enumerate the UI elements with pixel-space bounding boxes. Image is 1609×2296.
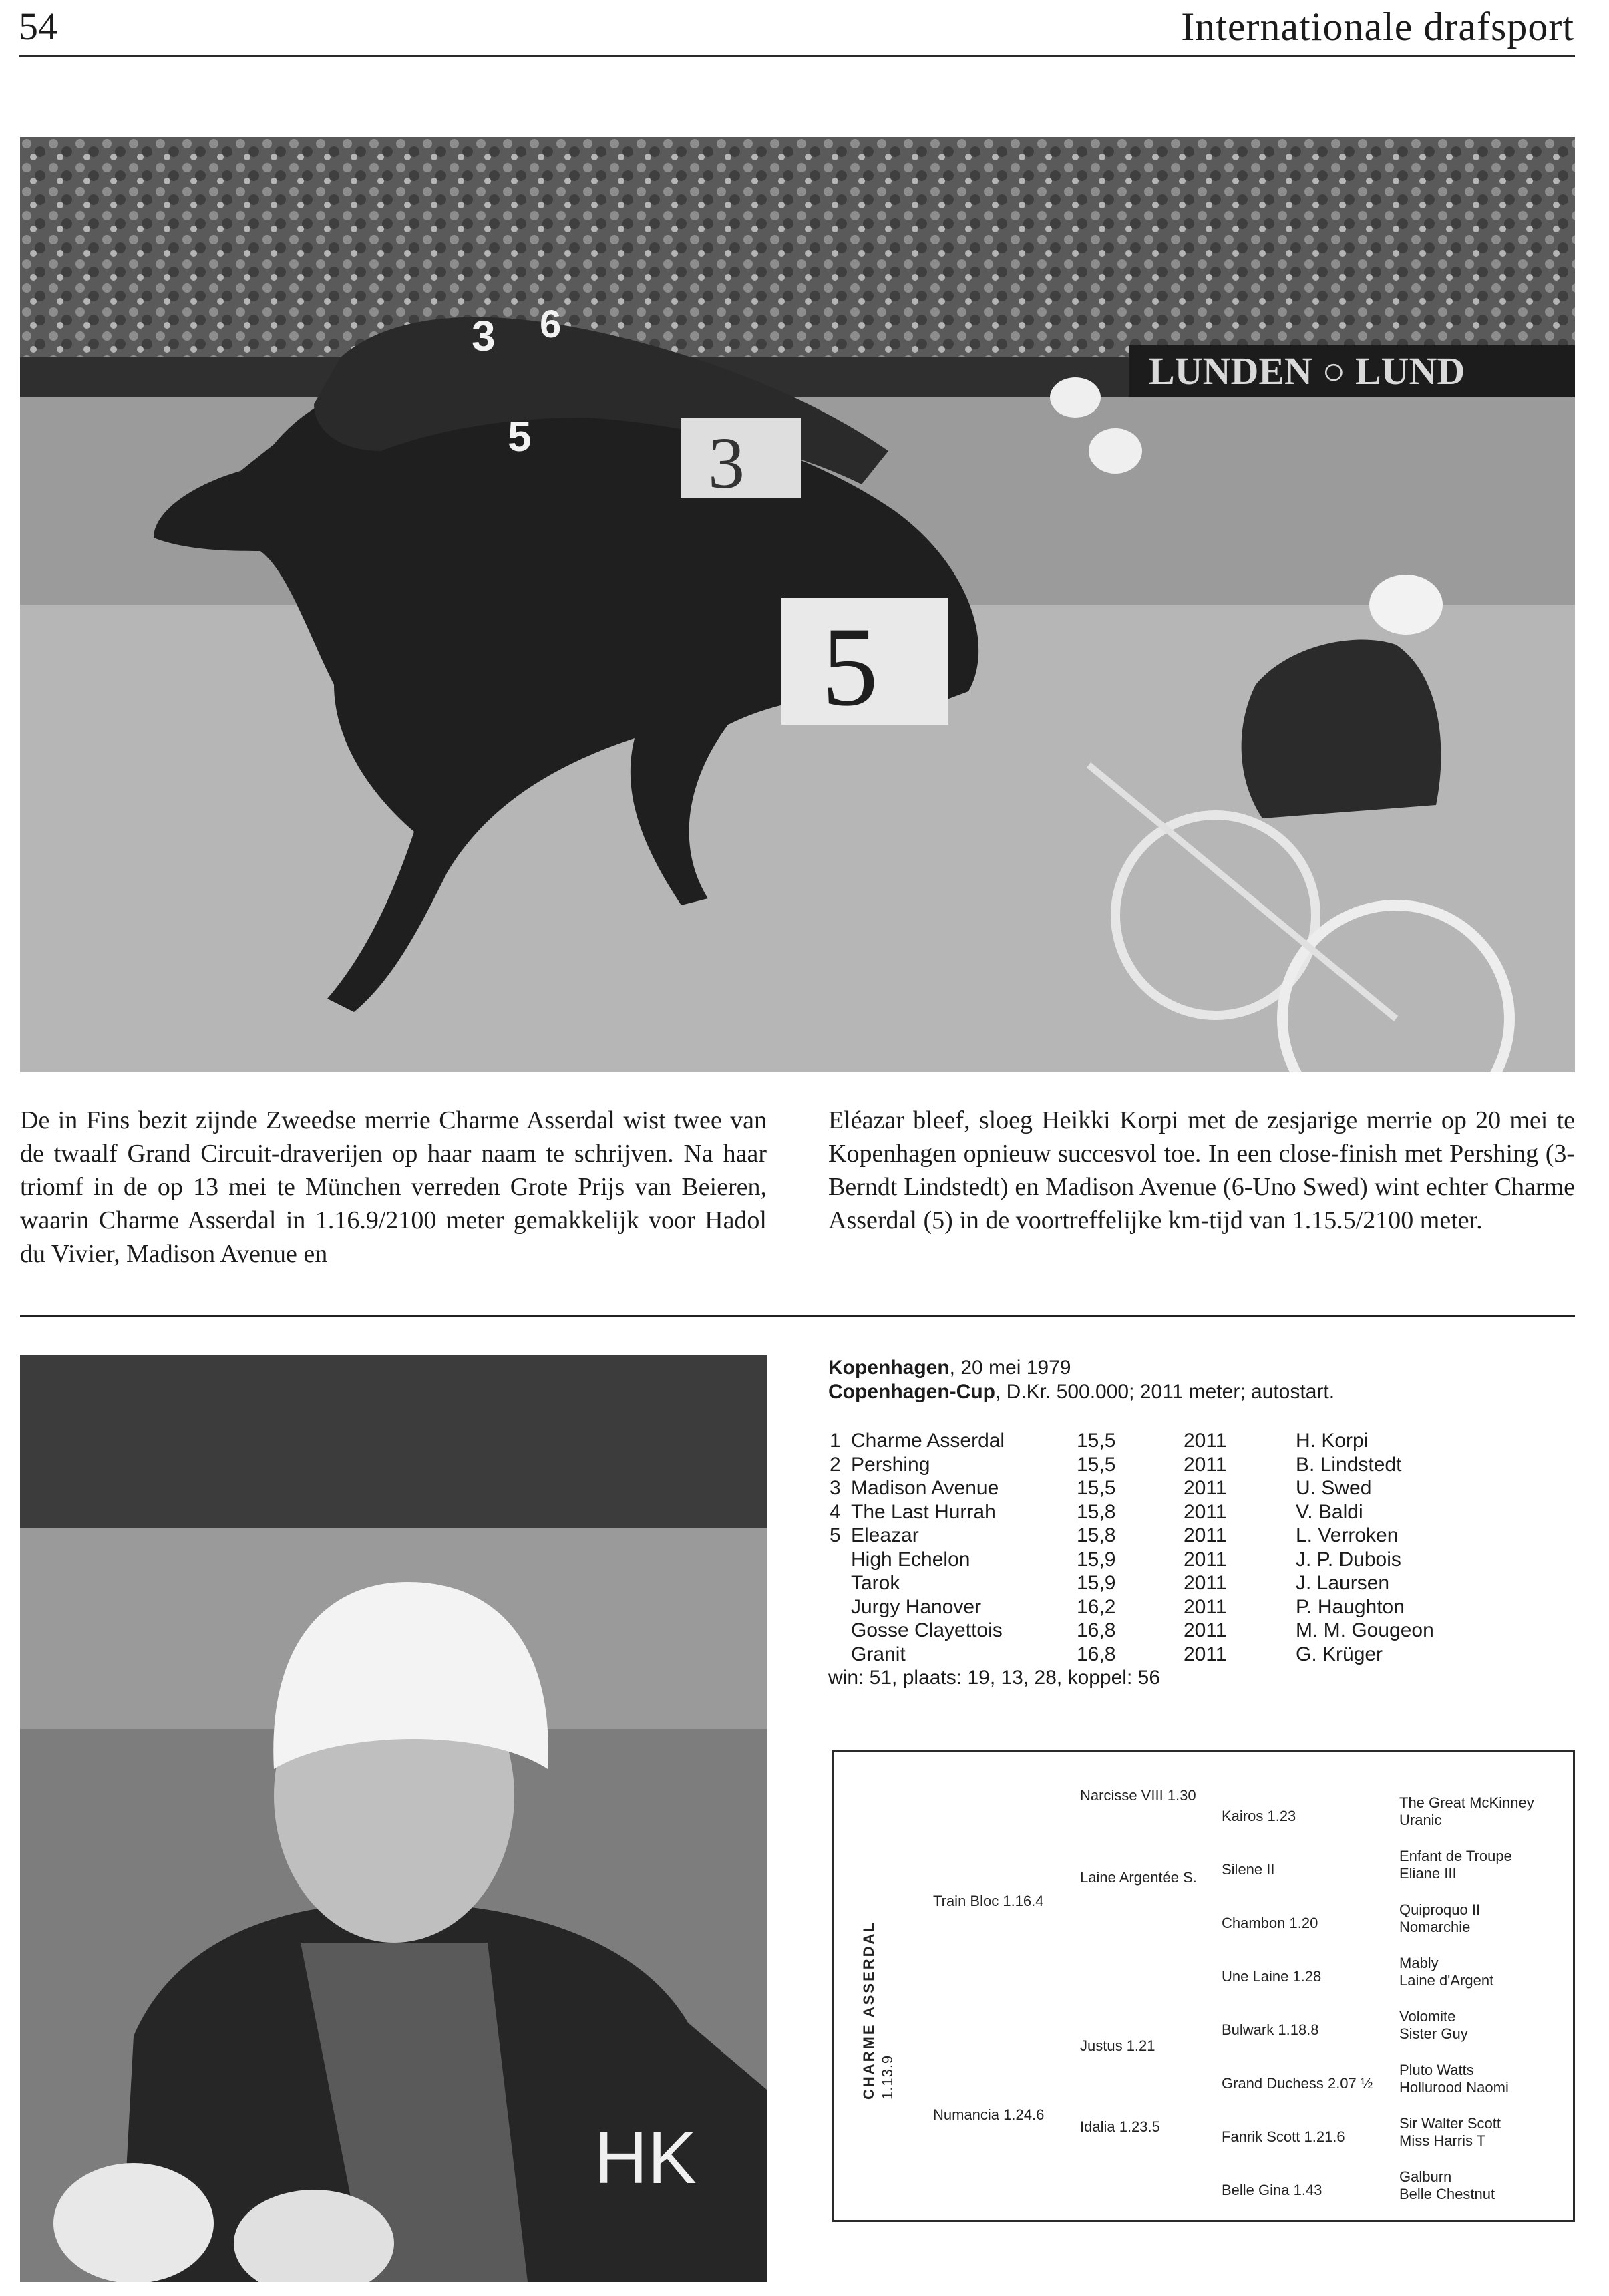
result-position: 4 <box>830 1500 841 1523</box>
pedigree-great-grandparent: Belle Gina 1.43 <box>1222 2182 1322 2198</box>
result-row <box>828 1595 1570 1619</box>
results-heading-line2 <box>828 1380 1570 1404</box>
pedigree-great-grandparent: Grand Duchess 2.07 ½ <box>1222 2075 1373 2092</box>
result-driver: P. Haughton <box>1296 1595 1405 1618</box>
pedigree-great-grandparent: Fanrik Scott 1.21.6 <box>1222 2128 1345 2145</box>
saddle-cloth-number: 3 <box>708 422 745 504</box>
result-driver: H. Korpi <box>1296 1430 1369 1452</box>
pedigree-great-great-grandparents <box>1399 1955 1493 1989</box>
result-time: 15,5 <box>1077 1477 1116 1499</box>
pedigree-great-great-grandparents <box>1399 1794 1534 1829</box>
result-row <box>828 1500 1570 1524</box>
pedigree-grandparent: Idalia 1.23.5 <box>1080 2118 1160 2135</box>
result-distance: 2011 <box>1184 1643 1227 1665</box>
pedigree-subject-name: CHARME ASSERDAL <box>860 1921 877 2100</box>
result-distance: 2011 <box>1184 1595 1227 1618</box>
portrait-illustration <box>20 1355 767 2282</box>
caption-column-left: De in Fins bezit zijnde Zweedse merrie Charme Asserdal wist twee van de twaalf Grand Circuit-draverijen op haar naam te schrijven. Na haar triomf in de op 13 mei te München verreden Grote Prijs van Beieren, waarin Charme Asserdal in 1.16.9/2100 meter gemakkelijk voor Hadol du Vivier, Madison Avenue en <box>20 1106 767 1268</box>
result-distance: 2011 <box>1184 1430 1227 1452</box>
result-distance: 2011 <box>1184 1477 1227 1499</box>
result-distance: 2011 <box>1184 1572 1227 1594</box>
saddle-cloth-number: 5 <box>822 604 878 729</box>
results-heading-line1 <box>828 1356 1570 1380</box>
driver-portrait-photo <box>20 1355 767 2282</box>
bridle-number: 6 <box>540 303 562 346</box>
results-table <box>828 1429 1570 1666</box>
bridle-number: 3 <box>472 312 496 360</box>
results-venue: Kopenhagen <box>828 1357 950 1379</box>
result-driver: B. Lindstedt <box>1296 1453 1402 1476</box>
results-race-details: , D.Kr. 500.000; 2011 meter; autostart. <box>995 1380 1335 1403</box>
pedigree-subject-time: 1.13.9 <box>879 2054 896 2100</box>
result-driver: J. P. Dubois <box>1296 1548 1401 1571</box>
race-photo-illustration <box>20 137 1575 1072</box>
result-horse: Jurgy Hanover <box>851 1595 982 1618</box>
result-driver: L. Verroken <box>1296 1524 1399 1546</box>
pedigree-great-great-grandparents <box>1399 2115 1501 2150</box>
result-row <box>828 1571 1570 1595</box>
result-row <box>828 1476 1570 1500</box>
result-distance: 2011 <box>1184 1500 1227 1523</box>
pedigree-ancestor-name: The Great McKinney <box>1399 1794 1534 1811</box>
pedigree-great-grandparent: Silene II <box>1222 1861 1275 1878</box>
result-distance: 2011 <box>1184 1453 1227 1476</box>
result-distance: 2011 <box>1184 1548 1227 1571</box>
result-position: 1 <box>830 1430 841 1452</box>
banner-text: LUNDEN ○ LUND <box>1149 349 1465 393</box>
results-race-name: Copenhagen-Cup <box>828 1380 995 1403</box>
result-driver: J. Laursen <box>1296 1572 1390 1594</box>
pedigree-ancestor-name: Laine d'Argent <box>1399 1972 1494 1989</box>
pedigree-ancestor-name: Miss Harris T <box>1399 2132 1486 2149</box>
result-driver: V. Baldi <box>1296 1500 1363 1523</box>
pedigree-great-grandparent: Une Laine 1.28 <box>1222 1968 1322 1985</box>
pedigree-ancestor-name: Volomite <box>1399 2008 1456 2025</box>
result-time: 16,8 <box>1077 1619 1116 1641</box>
jacket-initials: HK <box>594 2117 697 2199</box>
result-row <box>828 1643 1570 1667</box>
pedigree-sire: Train Bloc 1.16.4 <box>933 1893 1044 1909</box>
section-divider <box>20 1315 1575 1317</box>
result-horse: Gosse Clayettois <box>851 1619 1003 1641</box>
result-distance: 2011 <box>1184 1619 1227 1641</box>
results-payout: win: 51, plaats: 19, 13, 28, koppel: 56 <box>828 1667 1161 1689</box>
pedigree-ancestor-name: Galburn <box>1399 2168 1452 2185</box>
pedigree-great-great-grandparents <box>1399 2008 1468 2043</box>
pedigree-great-great-grandparents <box>1399 1848 1512 1882</box>
results-date: , 20 mei 1979 <box>949 1357 1071 1379</box>
pedigree-great-great-grandparents <box>1399 2168 1495 2203</box>
pedigree-ancestor-name: Eliane III <box>1399 1865 1457 1882</box>
pedigree-great-grandparent: Bulwark 1.18.8 <box>1222 2021 1319 2038</box>
pedigree-ancestor-name: Hollurood Naomi <box>1399 2079 1509 2096</box>
result-row <box>828 1524 1570 1548</box>
result-horse: Pershing <box>851 1453 930 1476</box>
header-rule <box>19 55 1575 57</box>
pedigree-ancestor-name: Uranic <box>1399 1812 1442 1828</box>
result-time: 16,2 <box>1077 1595 1116 1618</box>
page-number: 54 <box>19 5 57 48</box>
pedigree-great-great-grandparents <box>1399 2062 1509 2096</box>
pedigree-ancestor-name: Nomarchie <box>1399 1919 1471 1935</box>
pedigree-ancestor-name: Quiproquo II <box>1399 1901 1481 1918</box>
result-time: 15,9 <box>1077 1548 1116 1571</box>
result-distance: 2011 <box>1184 1524 1227 1546</box>
result-time: 15,8 <box>1077 1524 1116 1546</box>
pedigree-ancestor-name: Enfant de Troupe <box>1399 1848 1512 1864</box>
pedigree-grandparent: Narcisse VIII 1.30 <box>1080 1787 1196 1804</box>
result-horse: Granit <box>851 1643 906 1665</box>
pedigree-grandparent: Justus 1.21 <box>1080 2037 1155 2054</box>
result-time: 15,8 <box>1077 1500 1116 1523</box>
pedigree-chart <box>832 1750 1575 2222</box>
pedigree-great-grandparent: Chambon 1.20 <box>1222 1915 1318 1931</box>
pedigree-grandparent: Laine Argentée S. <box>1080 1869 1197 1886</box>
pedigree-ancestor-name: Mably <box>1399 1955 1439 1971</box>
race-photo <box>20 137 1575 1072</box>
result-time: 15,9 <box>1077 1572 1116 1594</box>
result-horse: Madison Avenue <box>851 1477 999 1499</box>
result-driver: M. M. Gougeon <box>1296 1619 1434 1641</box>
pedigree-great-grandparent: Kairos 1.23 <box>1222 1808 1296 1824</box>
bridle-number: 5 <box>508 412 532 460</box>
result-time: 16,8 <box>1077 1643 1116 1665</box>
result-row <box>828 1548 1570 1572</box>
result-horse: Charme Asserdal <box>851 1430 1005 1452</box>
result-time: 15,5 <box>1077 1430 1116 1452</box>
pedigree-dam: Numancia 1.24.6 <box>933 2106 1045 2123</box>
caption-column-right: Eléazar bleef, sloeg Heikki Korpi met de zesjarige merrie op 20 mei te Kopenhagen opnieuw succesvol toe. In een close-finish met Pershing (3-Berndt Lindstedt) en Madison Avenue (6-Uno Swed) wint echter Charme Asserdal (5) in de voortreffelijke km-tijd van 1.15.5/2100 meter. <box>828 1106 1575 1235</box>
race-results <box>828 1356 1570 1690</box>
result-row <box>828 1619 1570 1643</box>
result-row <box>828 1453 1570 1477</box>
pedigree-ancestor-name: Sir Walter Scott <box>1399 2115 1501 2132</box>
pedigree-ancestor-name: Pluto Watts <box>1399 2062 1474 2078</box>
result-driver: U. Swed <box>1296 1477 1372 1499</box>
pedigree-ancestor-name: Sister Guy <box>1399 2025 1468 2042</box>
pedigree-great-great-grandparents <box>1399 1901 1480 1936</box>
result-horse: Tarok <box>851 1572 900 1594</box>
result-time: 15,5 <box>1077 1453 1116 1476</box>
result-position: 5 <box>830 1524 841 1546</box>
result-driver: G. Krüger <box>1296 1643 1383 1665</box>
result-horse: Eleazar <box>851 1524 919 1546</box>
result-horse: High Echelon <box>851 1548 970 1571</box>
result-horse: The Last Hurrah <box>851 1500 996 1523</box>
pedigree-ancestor-name: Belle Chestnut <box>1399 2186 1495 2202</box>
result-position: 2 <box>830 1453 841 1476</box>
result-row <box>828 1429 1570 1453</box>
result-position: 3 <box>830 1477 841 1499</box>
pedigree-subject <box>860 1921 897 2100</box>
running-title: Internationale drafsport <box>1181 5 1574 49</box>
